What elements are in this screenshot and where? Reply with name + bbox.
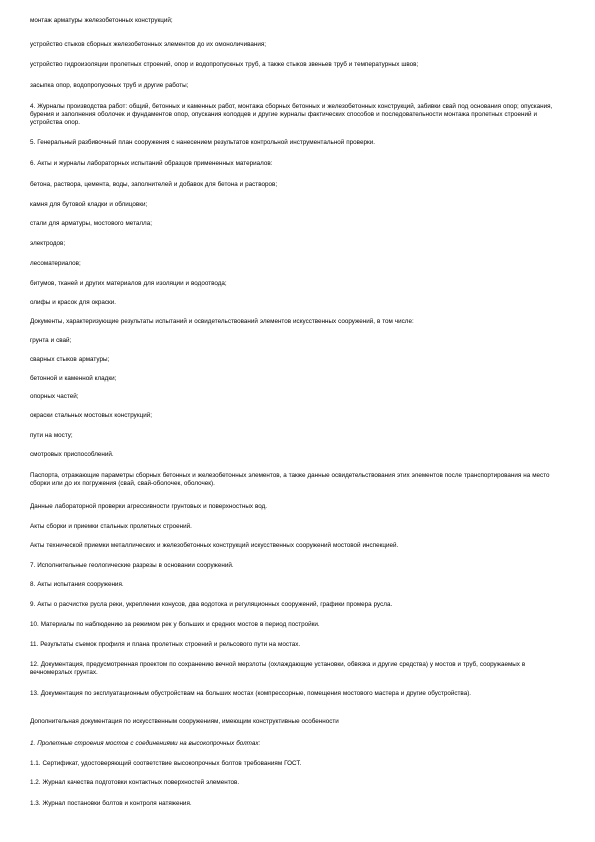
paragraph-34: Дополнительная документация по искусственным сооружениям, имеющим конструктивные особенности (30, 718, 339, 725)
paragraph-22: смотровых приспособлений. (30, 451, 114, 458)
paragraph-32: 12. Документация, предусмотренная проектом по сохранению вечной мерзлоты (охлаждающие установки, обвязка и другие средства) у мостов и труб, сооружаемых в вечномерзлых грунтах. (30, 661, 526, 676)
paragraph-35: 1. Пролетные строения мостов с соединениями на высокопрочных болтах: (30, 740, 261, 747)
paragraph-19: опорных частей; (30, 393, 79, 400)
paragraph-4: засыпка опор, водопропускных труб и другие работы; (30, 82, 189, 89)
paragraph-7: 6. Акты и журналы лабораторных испытаний образцов примененных материалов: (30, 160, 273, 167)
paragraph-37: 1.2. Журнал качества подготовки контактных поверхностей элементов. (30, 779, 240, 786)
paragraph-26: Акты технической приемки металлических и железобетонных конструкций искусственных сооружений мостовой инспекцией. (30, 542, 399, 549)
paragraph-20: окраски стальных мостовых конструкций; (30, 412, 152, 419)
paragraph-9: камня для бутовой кладки и облицовки; (30, 201, 148, 208)
paragraph-3: устройство гидроизоляции пролетных строений, опор и водопропускных труб, а также стыков звеньев труб и температурных швов; (30, 61, 419, 68)
paragraph-13: битумов, тканей и других материалов для изоляции и водоотвода; (30, 280, 227, 287)
paragraph-6: 5. Генеральный разбивочный план сооружения с нанесением результатов контрольной инструментальной проверки. (30, 139, 375, 146)
paragraph-27: 7. Исполнительные геологические разрезы в основании сооружений. (30, 562, 234, 569)
paragraph-8: бетона, раствора, цемента, воды, заполнителей и добавок для бетона и растворов; (30, 181, 278, 188)
paragraph-14: олифы и красок для окраски. (30, 299, 117, 306)
paragraph-18: бетонной и каменной кладки; (30, 375, 117, 382)
paragraph-21: пути на мосту; (30, 432, 73, 439)
paragraph-33: 13. Документация по эксплуатационным обустройствам на больших мостах (компрессорные, помещения мостового мастера и другие обустройства). (30, 690, 472, 697)
paragraph-16: грунта и свай; (30, 337, 72, 344)
paragraph-10: стали для арматуры, мостового металла; (30, 220, 152, 227)
paragraph-30: 10. Материалы по наблюдению за режимом рек у больших и средних мостов в период постройки. (30, 621, 320, 628)
paragraph-5: 4. Журналы производства работ: общий, бетонных и каменных работ, монтажа сборных бетонных и железобетонных конструкций, забивки свай под основания опор; опускания, бурения и заполнения оболочек и фундаментов опор, опускания колодцев и другие журналы фактических способов и последовательности монтажа пролетных строений и устройства опор. (30, 103, 553, 126)
paragraph-12: лесоматериалов; (30, 260, 81, 267)
paragraph-28: 8. Акты испытания сооружения. (30, 581, 124, 588)
paragraph-24: Данные лабораторной проверки агрессивности грунтовых и поверхностных вод. (30, 503, 268, 510)
paragraph-38: 1.3. Журнал постановки болтов и контроля натяжения. (30, 800, 192, 807)
paragraph-29: 9. Акты о расчистке русла реки, укреплении конусов, два водотока и регуляционных сооружений, графики промера русла. (30, 601, 393, 608)
paragraph-1: монтаж арматуры железобетонных конструкций; (30, 17, 173, 24)
paragraph-11: электродов; (30, 240, 66, 247)
paragraph-17: сварных стыков арматуры; (30, 356, 110, 363)
paragraph-31: 11. Результаты съемок профиля и плана пролетных строений и рельсового пути на мостах. (30, 641, 301, 648)
paragraph-36: 1.1. Сертификат, удостоверяющий соответствие высокопрочных болтов требованиям ГОСТ. (30, 760, 302, 767)
paragraph-23: Паспорта, отражающие параметры сборных бетонных и железобетонных элементов, а также данные освидетельствования этих элементов после транспортирования на место сборки или до их погружения (свай, свай-оболочек, оболочек). (30, 472, 550, 487)
paragraph-15: Документы, характеризующие результаты испытаний и освидетельствований элементов искусственных сооружений, в том числе: (30, 318, 414, 325)
paragraph-2: устройство стыков сборных железобетонных элементов до их омоноличивания; (30, 41, 267, 48)
paragraph-25: Акты сборки и приемки стальных пролетных строений. (30, 523, 192, 530)
